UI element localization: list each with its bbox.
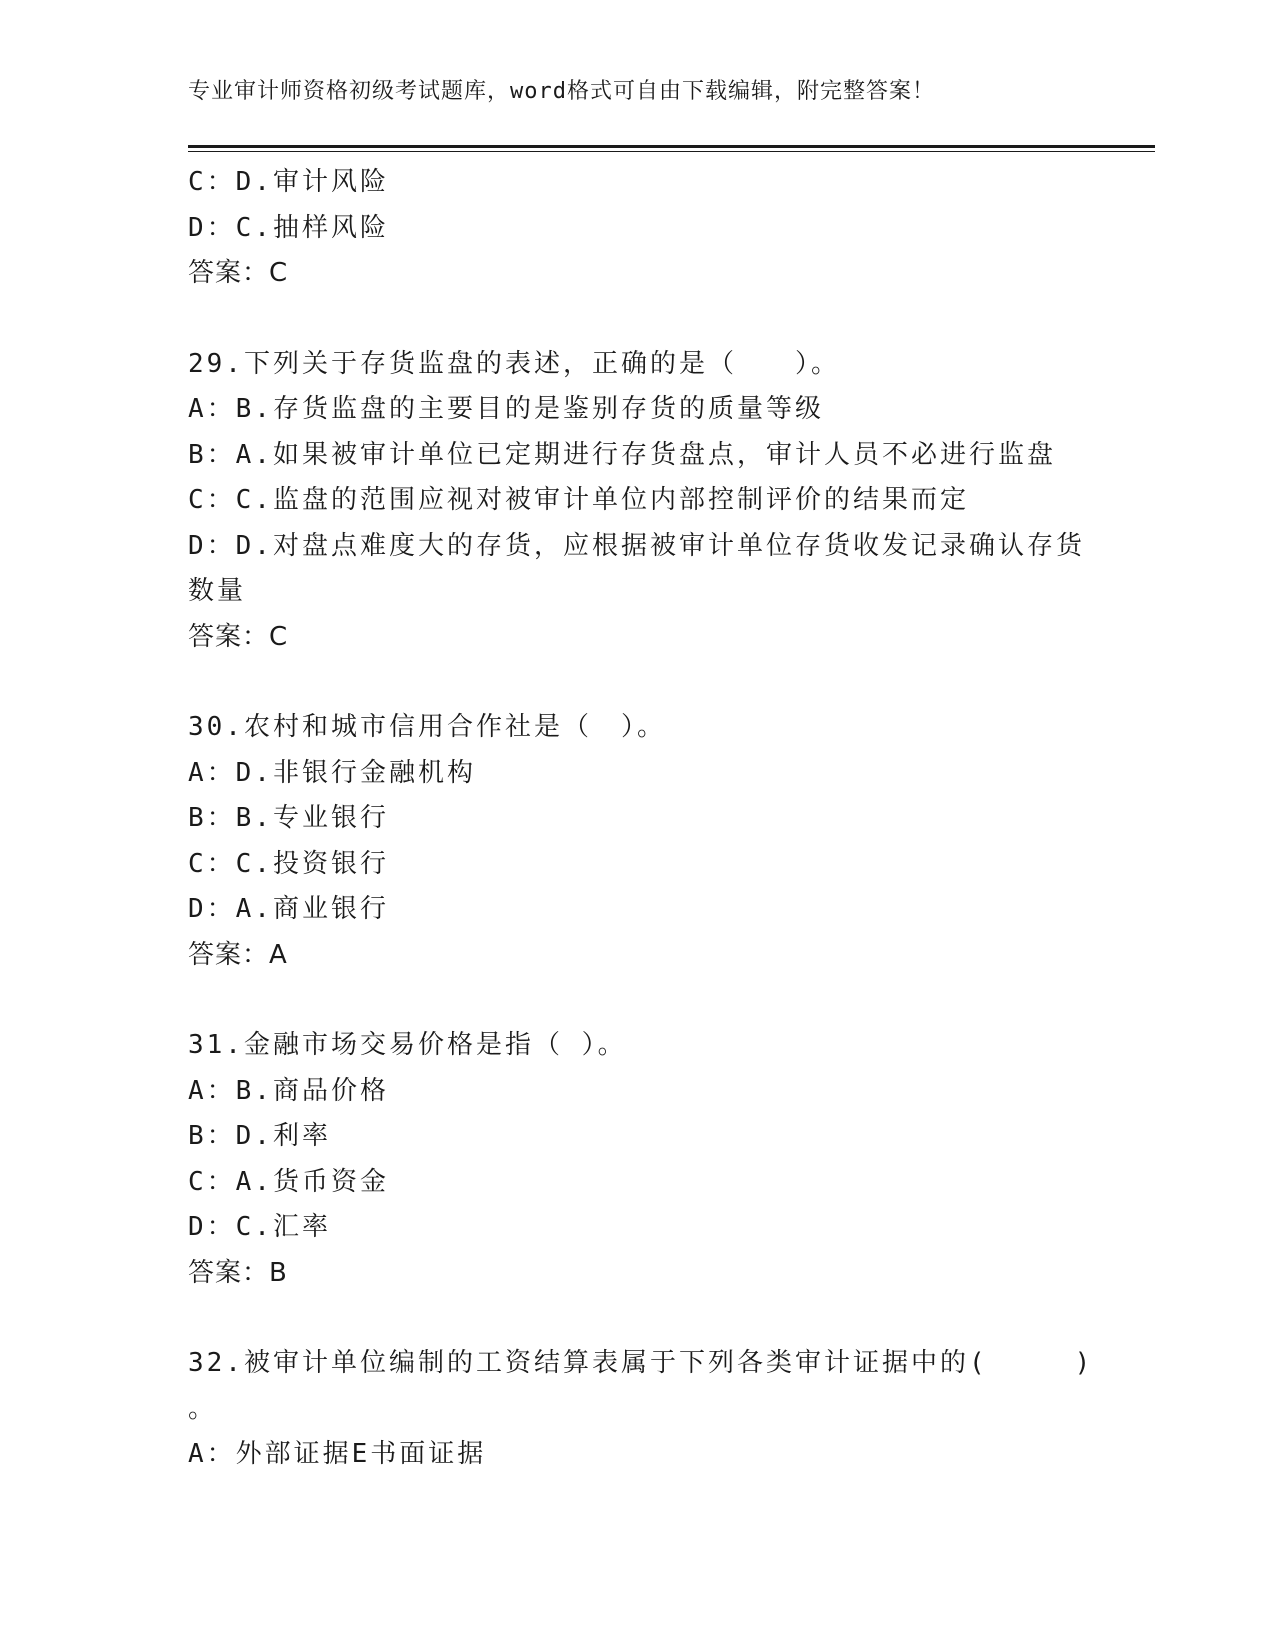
question-30 — [188, 705, 1088, 978]
option-d: D：D.对盘点难度大的存货，应根据被审计单位存货收发记录确认存货 — [188, 530, 1085, 561]
answer: 答案：C — [188, 258, 289, 288]
question-stem: 29.下列关于存货监盘的表述，正确的是（ ）。 — [188, 348, 840, 379]
question-31 — [188, 1023, 1088, 1296]
question-32 — [188, 1341, 1094, 1478]
option-a: A：外部证据E书面证据 — [188, 1439, 487, 1469]
question-stem-continued: 。 — [188, 1393, 218, 1424]
option-d: D：C.汇率 — [188, 1212, 331, 1242]
option-c: C：A.货币资金 — [188, 1166, 389, 1197]
answer: 答案：A — [188, 939, 288, 970]
question-stem: 30.农村和城市信用合作社是（ ）。 — [188, 712, 666, 742]
page-header: 专业审计师资格初级考试题库，word格式可自由下载编辑，附完整答案！ — [188, 79, 935, 104]
option-c: C：C.监盘的范围应视对被审计单位内部控制评价的结果而定 — [188, 485, 969, 515]
document-body — [188, 160, 1094, 1478]
option-a: A：B.商品价格 — [188, 1075, 389, 1106]
option-b: B：A.如果被审计单位已定期进行存货盘点，审计人员不必进行监盘 — [188, 439, 1056, 470]
question-29 — [188, 342, 1088, 661]
option-c: C：D.审计风险 — [188, 167, 389, 197]
option-c: C：C.投资银行 — [188, 848, 389, 879]
question-stem: 31.金融市场交易价格是指（ ）。 — [188, 1030, 627, 1060]
option-d: D：C.抽样风险 — [188, 212, 389, 243]
option-d: D：A.商业银行 — [188, 894, 389, 924]
option-a: A：D.非银行金融机构 — [188, 757, 476, 788]
option-b: B：B.专业银行 — [188, 803, 389, 833]
header-rule-thick — [188, 145, 1155, 148]
option-a: A：B.存货监盘的主要目的是鉴别存货的质量等级 — [188, 394, 824, 424]
answer: 答案：C — [188, 621, 289, 652]
question-28-tail — [188, 160, 1088, 297]
answer: 答案：B — [188, 1257, 288, 1288]
header-rule-thin — [188, 151, 1155, 152]
option-d-continued: 数量 — [188, 576, 247, 606]
option-b: B：D.利率 — [188, 1121, 331, 1151]
question-stem: 32.被审计单位编制的工资结算表属于下列各类审计证据中的( ) — [188, 1348, 1094, 1378]
